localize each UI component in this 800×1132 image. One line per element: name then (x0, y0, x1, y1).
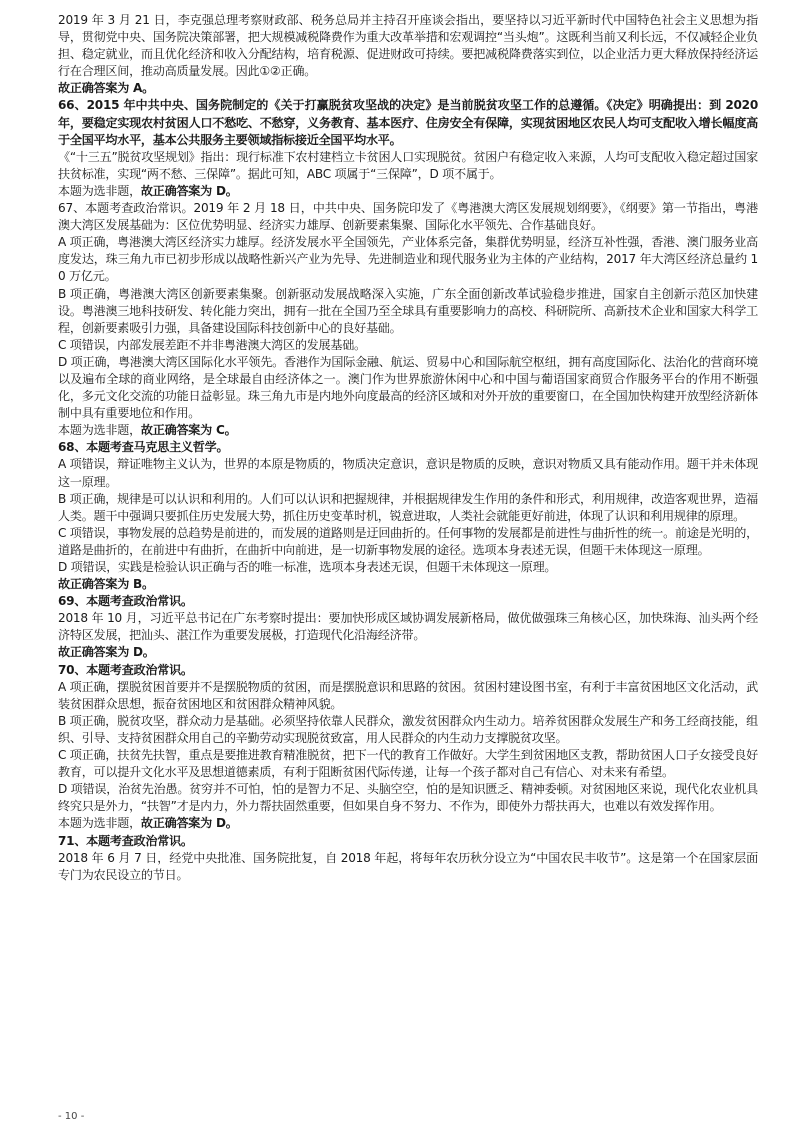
paragraph: 2018 年 10 月，习近平总书记在广东考察时提出：要加快形成区域协调发展新格局，做优做强珠三角核心区，加快珠海、汕头两个经济特区发展，把汕头、湛江作为重要发展极，打造现代化沿海经济带。 (58, 611, 758, 643)
answer-line: 故正确答案为 A。 (58, 81, 154, 96)
option-paragraph: D 项正确，粤港澳大湾区国际化水平领先。香港作为国际金融、航运、贸易中心和国际航空枢纽，拥有高度国际化、法治化的营商环境以及遍布全球的商业网络，是全球最自由经济体之一。澳门作为世界旅游休闲中心和中国与葡语国家商贸合作服务平台的作用不断强化，多元文化交流的功能日益彰显。珠三角九市是内地外向度最高的经济区域和对外开放的重要窗口，在全国加快构建开放型经济新体制中具有重要地位和作用。 (58, 354, 758, 421)
paragraph: 2019 年 3 月 21 日，李克强总理考察财政部、税务总局并主持召开座谈会指出，要坚持以习近平新时代中国特色社会主义思想为指导，贯彻党中央、国务院决策部署，把大规模减税降费作为重大改革举措和宏观调控“当头炮”。这既利当前又利长远，不仅减轻企业负担、稳定就业，而且优化经济和收入分配结构，培育税源、促进财政可持续。要把减税降费落实到位，以企业活力更大释放保持经济运行在合理区间，推动高质量发展。因此①②正确。 (58, 13, 758, 79)
question-heading: 68、本题考查马克思主义哲学。 (58, 440, 229, 455)
option-paragraph: D 项错误，治贫先治愚。贫穷并不可怕，怕的是智力不足、头脑空空，怕的是知识匮乏、精神委顿。对贫困地区来说，现代化农业机具终究只是外力，“扶智”才是内力，外力帮扶固然重要，但如果自身不努力、不作为，即使外力帮扶再大，也难以有效发挥作用。 (58, 782, 758, 814)
answer-line-mixed (58, 815, 758, 832)
paragraph: 2018 年 6 月 7 日，经党中央批准、国务院批复，自 2018 年起，将每年农历秋分设立为“中国农民丰收节”。这是第一个在国家层面专门为农民设立的节日。 (58, 850, 758, 882)
question-heading: 71、本题考查政治常识。 (58, 833, 193, 848)
question-heading: 67、本题考查政治常识。2019 年 2 月 18 日，中共中央、国务院印发了《粤港澳大湾区发展规划纲要》，《纲要》第一节指出，粤港澳大湾区发展基础为：区位优势明显、经济实力雄厚、创新要素集聚、国际化水平领先、合作基础良好。 (58, 201, 758, 233)
option-paragraph: A 项正确，粤港澳大湾区经济实力雄厚。经济发展水平全国领先，产业体系完备，集群优势明显，经济互补性强，香港、澳门服务业高度发达，珠三角九市已初步形成以战略性新兴产业为先导、先进制造业和现代服务业为主体的产业结构，2017 年大湾区经济总量约 10 万亿元。 (58, 235, 758, 284)
answer-bold: 故正确答案为 D。 (140, 816, 238, 831)
answer-line: 故正确答案为 B。 (58, 577, 154, 592)
question-heading: 69、本题考查政治常识。 (58, 594, 193, 609)
question-heading: 70、本题考查政治常识。 (58, 662, 193, 677)
option-paragraph: A 项错误，辩证唯物主义认为，世界的本原是物质的，物质决定意识，意识是物质的反映，意识对物质又具有能动作用。题干并未体现这一原理。 (58, 457, 758, 489)
answer-prefix: 本题为选非题， (58, 816, 141, 831)
option-paragraph: C 项错误，事物发展的总趋势是前进的，而发展的道路则是迂回曲折的。任何事物的发展都是前进性与曲折性的统一。前途是光明的，道路是曲折的，在前进中有曲折，在曲折中向前进，是一切新事物发展的途径。选项本身表述无误，但题干未体现这一原理。 (58, 525, 758, 557)
paragraph: 《“十三五”脱贫攻坚规划》指出：现行标准下农村建档立卡贫困人口实现脱贫。贫困户有稳定收入来源，人均可支配收入稳定超过国家扶贫标准，实现“两不愁、三保障”。据此可知，ABC 项属于“三保障”，D 项不属于。 (58, 149, 758, 181)
answer-line-mixed (58, 422, 758, 439)
answer-prefix: 本题为选非题， (58, 423, 141, 438)
answer-bold: 故正确答案为 D。 (140, 183, 238, 198)
answer-line: 故正确答案为 D。 (58, 645, 155, 660)
document-body (58, 12, 758, 884)
question-heading: 66、2015 年中共中央、国务院制定的《关于打赢脱贫攻坚战的决定》是当前脱贫攻坚工作的总遵循。《决定》明确提出：到 2020 年，要稳定实现农村贫困人口不愁吃、不愁穿，义务教育、基本医疗、住房安全有保障，实现贫困地区农民人均可支配收入增长幅度高于全国平均水平，基本公共服务主要领域指标接近全国平均水平。 (58, 98, 758, 147)
answer-prefix: 本题为选非题， (58, 183, 141, 198)
option-paragraph: D 项错误，实践是检验认识正确与否的唯一标准，选项本身表述无误，但题干未体现这一原理。 (58, 560, 557, 574)
option-paragraph: B 项正确，粤港澳大湾区创新要素集聚。创新驱动发展战略深入实施，广东全面创新改革试验稳步推进，国家自主创新示范区加快建设。粤港澳三地科技研发、转化能力突出，拥有一批在全国乃至全球具有重要影响力的高校、科研院所、高新技术企业和国家大科学工程，创新要素吸引力强，具备建设国际科技创新中心的良好基础。 (58, 286, 758, 335)
option-paragraph: C 项正确，扶贫先扶智，重点是要推进教育精准脱贫，把下一代的教育工作做好。大学生到贫困地区支教，帮助贫困人口子女接受良好教育，可以提升文化水平及思想道德素质，有利于阻断贫困代际传递，让每一个孩子都对自己有信心、对未来有希望。 (58, 748, 758, 780)
answer-bold: 故正确答案为 C。 (140, 423, 237, 438)
option-paragraph: A 项正确，摆脱贫困首要并不是摆脱物质的贫困，而是摆脱意识和思路的贫困。贫困村建设图书室，有利于丰富贫困地区文化活动，武装贫困群众思想，振奋贫困地区和贫困群众精神风貌。 (58, 679, 758, 711)
option-paragraph: B 项正确，规律是可以认识和利用的。人们可以认识和把握规律，并根据规律发生作用的条件和形式，利用规律，改造客观世界，造福人类。题干中强调只要抓住历史发展大势，抓住历史变革时机，锐意进取，人类社会就能更好前进，体现了认识和利用规律的原理。 (58, 491, 758, 523)
option-paragraph: B 项正确，脱贫攻坚，群众动力是基础。必须坚持依靠人民群众，激发贫困群众内生动力。培养贫困群众发展生产和务工经商技能，组织、引导、支持贫困群众用自己的辛勤劳动实现脱贫致富，用人民群众的内生动力支撑脱贫攻坚。 (58, 713, 758, 745)
page-number: - 10 - (58, 1111, 85, 1122)
answer-line-mixed (58, 183, 758, 200)
option-paragraph: C 项错误，内部发展差距不并非粤港澳大湾区的发展基础。 (58, 337, 366, 352)
